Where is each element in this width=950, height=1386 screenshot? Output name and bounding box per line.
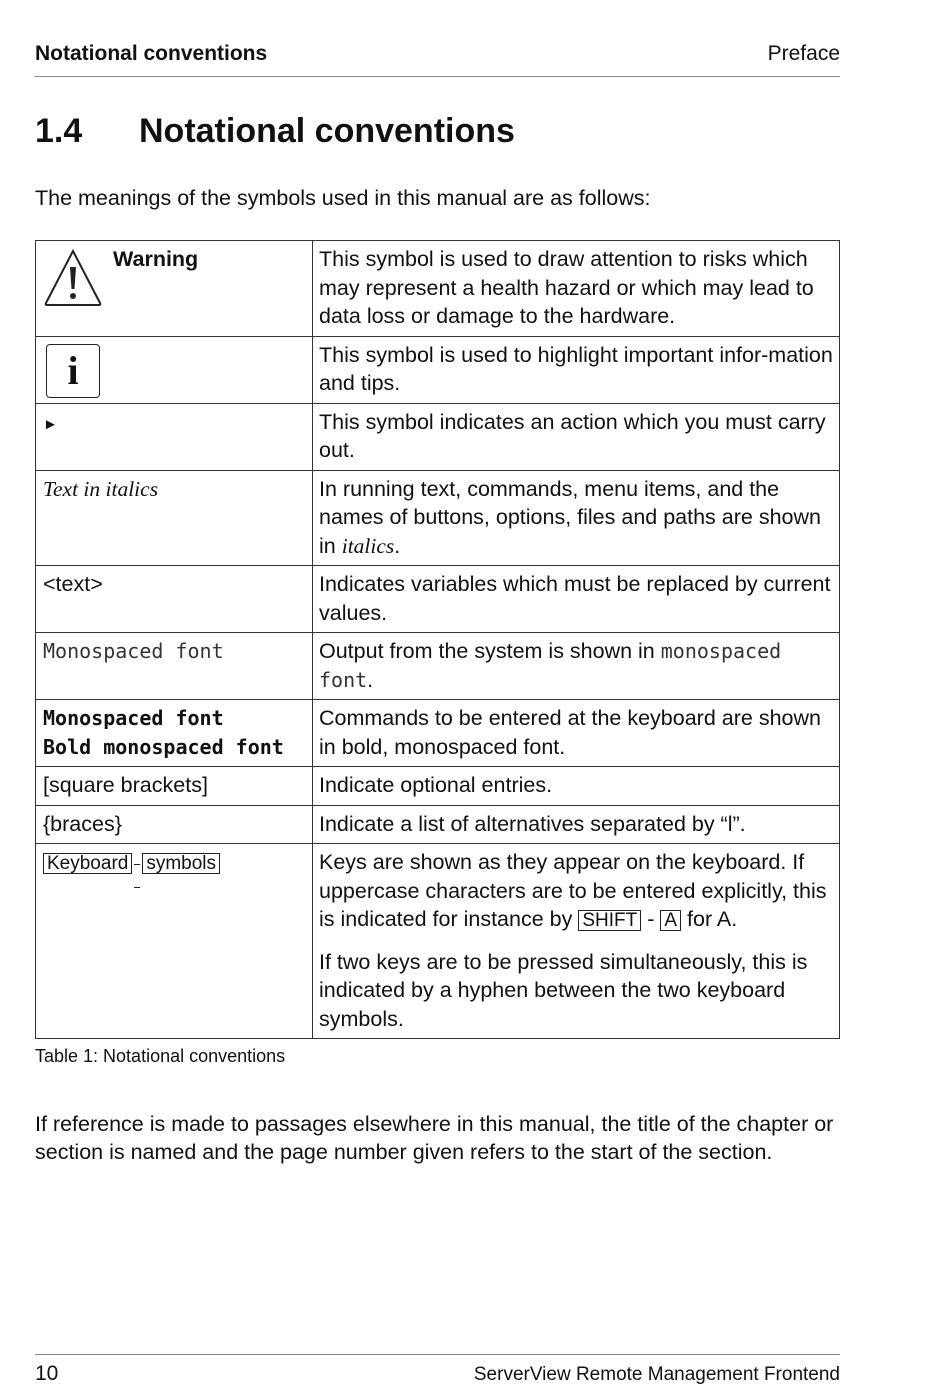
symbol-cell <box>36 241 313 337</box>
meaning-text: Output from the system is shown in <box>319 639 661 663</box>
meaning-cell: Indicates variables which must be replaced by current values. <box>313 566 840 633</box>
table-row <box>36 633 840 700</box>
meaning-text-end: . <box>367 667 374 692</box>
meaning-cell: This symbol is used to highlight important infor-mation and tips. <box>313 336 840 403</box>
symbol-cell <box>36 844 313 1039</box>
warning-triangle-icon <box>43 247 103 307</box>
meaning-text: Keys are shown as they appear on the keyboard. If uppercase characters are to be entered explicitly, this is indicated for instance by <box>319 850 827 931</box>
symbol-cell: [square brackets] <box>36 767 313 806</box>
warning-label: Warning <box>113 247 199 271</box>
keyboard-key: Keyboard <box>43 853 132 874</box>
meaning-cell: Indicate optional entries. <box>313 767 840 806</box>
key-dash: - <box>647 907 655 931</box>
symbol-cell: Monospaced font <box>36 633 313 700</box>
meaning-text-end: for A. <box>681 907 738 931</box>
table-row <box>36 566 840 633</box>
meaning-text: In running text, commands, menu items, and the names of buttons, options, files and paths are shown in <box>319 476 821 558</box>
keyboard-key: symbols <box>142 853 220 874</box>
intro-paragraph: The meanings of the symbols used in this manual are as follows: <box>35 186 651 210</box>
table-row <box>36 844 840 1039</box>
running-header <box>35 42 840 77</box>
section-heading <box>35 112 515 151</box>
table-row <box>36 767 840 806</box>
action-arrow-icon: ► <box>43 415 58 433</box>
monospace-sample: monospaced font <box>319 639 782 692</box>
monospace-bold-line-1: Monospaced font <box>43 706 224 730</box>
meaning-text-end: . <box>394 533 401 558</box>
running-footer <box>35 1354 840 1385</box>
header-section-title: Notational conventions <box>35 42 268 65</box>
info-icon: i <box>46 344 100 398</box>
table-row <box>36 403 840 470</box>
table-row <box>36 700 840 767</box>
header-chapter-title: Preface <box>767 42 840 65</box>
symbol-cell: <text> <box>36 566 313 633</box>
product-name: ServerView Remote Management Frontend <box>473 1364 840 1385</box>
monospace-bold-line-2: Bold monospaced font <box>43 734 284 759</box>
meaning-cell <box>313 633 840 700</box>
conventions-table <box>35 240 840 1039</box>
symbol-cell <box>36 700 313 767</box>
shift-key: SHIFT <box>578 910 641 931</box>
meaning-cell: This symbol indicates an action which you must carry out. <box>313 403 840 470</box>
meaning-cell: Commands to be entered at the keyboard are shown in bold, monospaced font. <box>313 700 840 767</box>
meaning-paragraph-2: If two keys are to be pressed simultaneously, this is indicated by a hyphen between the two keyboard symbols. <box>319 949 808 1031</box>
table-row <box>36 805 840 844</box>
symbol-cell <box>36 336 313 403</box>
meaning-cell: This symbol is used to draw attention to risks which may represent a health hazard or which may lead to data loss or damage to the hardware. <box>313 241 840 337</box>
section-number: 1.4 <box>35 112 83 150</box>
meaning-paragraph <box>319 848 833 934</box>
page-number: 10 <box>35 1362 59 1385</box>
table-row <box>36 336 840 403</box>
italics-sample: italics <box>341 533 395 558</box>
meaning-cell <box>313 470 840 566</box>
table-row <box>36 470 840 566</box>
table-row <box>36 241 840 337</box>
section-title: Notational conventions <box>139 112 515 150</box>
closing-paragraph: If reference is made to passages elsewhere in this manual, the title of the chapter or section is named and the page number given refers to the start of the section. <box>35 1112 834 1164</box>
symbol-cell: Text in italics <box>36 470 313 566</box>
meaning-cell: Indicate a list of alternatives separated by “l”. <box>313 805 840 844</box>
symbol-cell <box>36 403 313 470</box>
symbol-cell: {braces} <box>36 805 313 844</box>
a-key: A <box>660 910 681 931</box>
table-caption: Table 1: Notational conventions <box>35 1046 286 1066</box>
meaning-cell <box>313 844 840 1039</box>
